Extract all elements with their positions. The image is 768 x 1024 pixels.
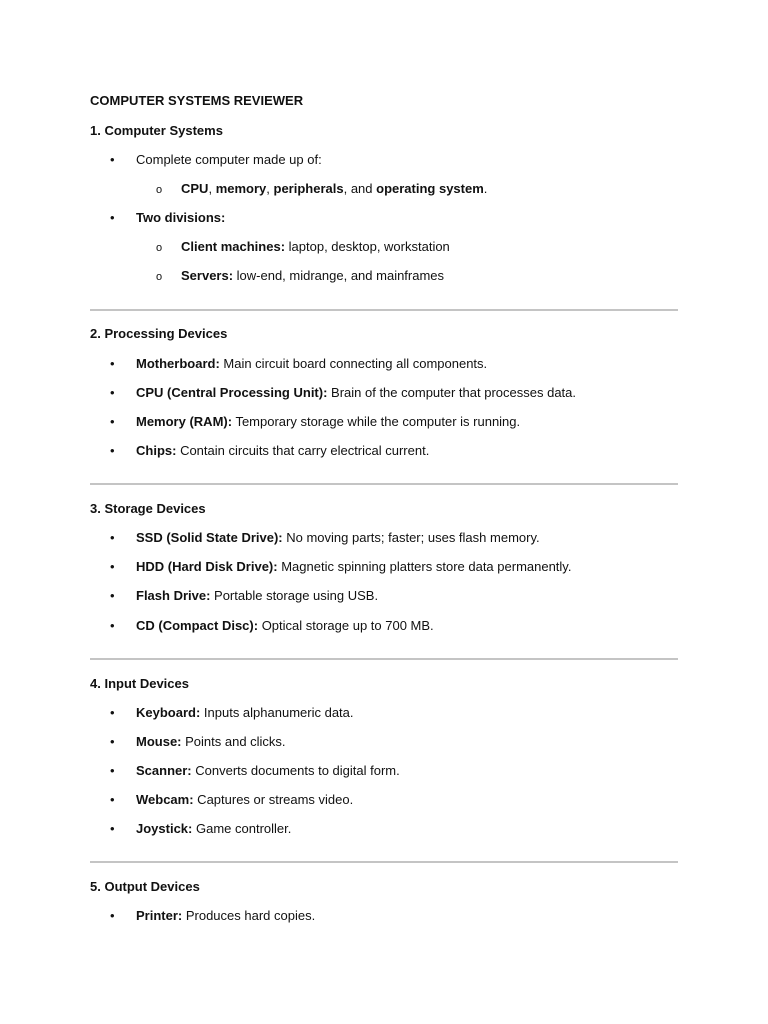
list-item: [110, 210, 225, 225]
list-item-label: Chips:: [136, 443, 177, 458]
separator: .: [483, 181, 488, 196]
bullet-icon: •: [110, 530, 115, 545]
list-item: [110, 618, 434, 633]
sub-list-item: [156, 239, 450, 254]
bullet-icon: •: [110, 734, 115, 749]
section-heading-output-devices: 5. Output Devices: [90, 879, 200, 894]
list-item: [110, 821, 291, 836]
bullet-icon: •: [110, 356, 115, 371]
separator: ,: [208, 181, 216, 196]
list-item: [110, 530, 540, 545]
list-item-text: Inputs alphanumeric data.: [200, 705, 354, 720]
list-item-text: Captures or streams video.: [193, 792, 354, 807]
bullet-icon: •: [110, 792, 115, 807]
bullet-icon: •: [110, 210, 115, 225]
section-divider: [90, 309, 678, 311]
list-item-label: Joystick:: [136, 821, 193, 836]
bullet-icon: •: [110, 385, 115, 400]
separator: ,: [266, 181, 274, 196]
list-item-label: Webcam:: [136, 792, 194, 807]
list-item-label: CPU (Central Processing Unit):: [136, 385, 328, 400]
bullet-icon: •: [110, 559, 115, 574]
list-item-label: SSD (Solid State Drive):: [136, 530, 283, 545]
list-item-text: Points and clicks.: [181, 734, 286, 749]
list-item: [110, 443, 429, 458]
list-item-text: Optical storage up to 700 MB.: [258, 618, 434, 633]
list-item: [110, 356, 487, 371]
list-item-text: Produces hard copies.: [182, 908, 316, 923]
bullet-icon: •: [110, 908, 115, 923]
list-item-label: Keyboard:: [136, 705, 201, 720]
list-item-text: Temporary storage while the computer is running.: [232, 414, 521, 429]
list-item: [110, 588, 378, 603]
list-item-label: Memory (RAM):: [136, 414, 233, 429]
list-item-text: Contain circuits that carry electrical current.: [176, 443, 430, 458]
list-item-label: Motherboard:: [136, 356, 220, 371]
list-item-label: Scanner:: [136, 763, 192, 778]
section-divider: [90, 861, 678, 863]
list-item: [110, 763, 400, 778]
separator: , and: [343, 181, 377, 196]
term-cpu: CPU: [181, 181, 209, 196]
list-item-label: Two divisions:: [136, 210, 226, 225]
section-heading-computer-systems: 1. Computer Systems: [90, 123, 223, 138]
list-item: [110, 734, 286, 749]
list-item-text: Brain of the computer that processes data.: [327, 385, 577, 400]
term-peripherals: peripherals: [273, 181, 344, 196]
list-item-text: Converts documents to digital form.: [191, 763, 400, 778]
list-item-text: Main circuit board connecting all components.: [219, 356, 488, 371]
list-item-label: Flash Drive:: [136, 588, 211, 603]
list-item: [110, 559, 571, 574]
sub-bullet-icon: o: [156, 242, 163, 254]
bullet-icon: •: [110, 588, 115, 603]
section-divider: [90, 658, 678, 660]
bullet-icon: •: [110, 821, 115, 836]
list-item-text: laptop, desktop, workstation: [285, 239, 450, 254]
sub-bullet-icon: o: [156, 184, 163, 196]
list-item-text: Magnetic spinning platters store data permanently.: [277, 559, 572, 574]
list-item: [110, 152, 322, 167]
list-item-label: Printer:: [136, 908, 183, 923]
list-item-label: CD (Compact Disc):: [136, 618, 259, 633]
bullet-icon: •: [110, 618, 115, 633]
document-title: COMPUTER SYSTEMS REVIEWER: [90, 93, 304, 108]
bullet-icon: •: [110, 705, 115, 720]
list-item-text: low-end, midrange, and mainframes: [233, 268, 445, 283]
list-item-text: Game controller.: [192, 821, 292, 836]
section-heading-input-devices: 4. Input Devices: [90, 676, 189, 691]
list-item-text: Complete computer made up of:: [136, 152, 322, 167]
list-item: [110, 705, 354, 720]
bullet-icon: •: [110, 763, 115, 778]
sub-list-item: [156, 268, 444, 283]
list-item: [110, 792, 353, 807]
section-divider: [90, 483, 678, 485]
list-item-text: No moving parts; faster; uses flash memory.: [282, 530, 540, 545]
section-heading-processing-devices: 2. Processing Devices: [90, 326, 228, 341]
list-item-label: Servers:: [181, 268, 234, 283]
sub-bullet-icon: o: [156, 271, 163, 283]
list-item: [110, 385, 576, 400]
list-item-label: Client machines:: [181, 239, 286, 254]
bullet-icon: •: [110, 414, 115, 429]
bullet-icon: •: [110, 152, 115, 167]
list-item-text: Portable storage using USB.: [210, 588, 379, 603]
section-heading-storage-devices: 3. Storage Devices: [90, 501, 206, 516]
bullet-icon: •: [110, 443, 115, 458]
term-operating-system: operating system: [376, 181, 484, 196]
sub-list-item: [156, 181, 487, 196]
term-memory: memory: [215, 181, 267, 196]
list-item: [110, 414, 520, 429]
list-item-label: HDD (Hard Disk Drive):: [136, 559, 278, 574]
list-item: [110, 908, 315, 923]
list-item-label: Mouse:: [136, 734, 182, 749]
